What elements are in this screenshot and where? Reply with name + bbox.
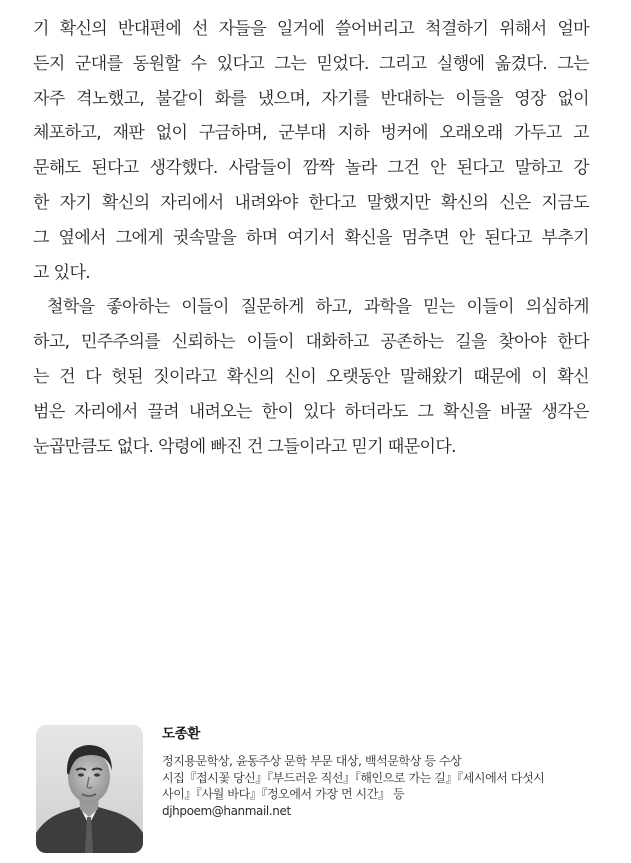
text-line: 기 확신의 반대편에 선 자들을 일거에 쓸어버리고 척결하기 위해서 얼마: [33, 19, 589, 39]
text-line: 는 건 다 헛된 짓이라고 확신의 신이 오랫동안 말해왔기 때문에 이 확신: [33, 366, 589, 387]
author-info: [162, 726, 602, 820]
text-line: 문해도 된다고 생각했다. 사람들이 깜짝 놀라 그건 안 된다고 말하고 강: [33, 158, 589, 179]
text-line: 철학을 좋아하는 이들이 질문하게 하고, 과학을 믿는 이들이 의심하게: [47, 297, 589, 318]
text-line: 한 자기 확신의 자리에서 내려와야 한다고 말했지만 확신의 신은 지금도: [33, 192, 589, 213]
text-line: 자주 격노했고, 불같이 화를 냈으며, 자기를 반대하는 이들을 영장 없이: [33, 88, 589, 109]
text-line: 범은 자리에서 끌려 내려오는 한이 있다 하더라도 그 확신을 바꿀 생각은: [33, 401, 589, 422]
text-line: 그 옆에서 그에게 귓속말을 하며 여기서 확신을 멈추면 안 된다고 부추기: [33, 227, 589, 248]
author-email[interactable]: djhpoem@hanmail.net: [162, 804, 291, 819]
author-works: 사이』『사월 바다』『정오에서 가장 먼 시간』 등: [162, 787, 405, 802]
paragraph-1: [33, 12, 589, 290]
text-line: 든지 군대를 동원할 수 있다고 그는 믿었다. 그리고 실행에 옮겼다. 그는: [33, 53, 589, 74]
author-awards: 정지용문학상, 윤동주상 문학 부문 대상, 백석문학상 등 수상: [162, 753, 462, 768]
paragraph-2: [33, 290, 589, 464]
text-line: 고 있다.: [33, 262, 91, 283]
author-works: 시집『접시꽃 당신』『부드러운 직선』『해인으로 가는 길』『세시에서 다섯시: [162, 770, 545, 785]
author-portrait-photo: [36, 725, 143, 853]
author-portrait-icon: [36, 725, 143, 853]
article-body: [33, 12, 589, 464]
text-line: 하고, 민주주의를 신뢰하는 이들이 대화하고 공존하는 길을 찾아야 한다: [33, 332, 589, 353]
text-line: 체포하고, 재판 없이 구금하며, 군부대 지하 벙커에 오래오래 가두고 고: [33, 123, 589, 144]
text-line: 눈곱만큼도 없다. 악령에 빠진 건 그들이라고 믿기 때문이다.: [33, 436, 456, 457]
author-name: 도종환: [162, 726, 200, 742]
